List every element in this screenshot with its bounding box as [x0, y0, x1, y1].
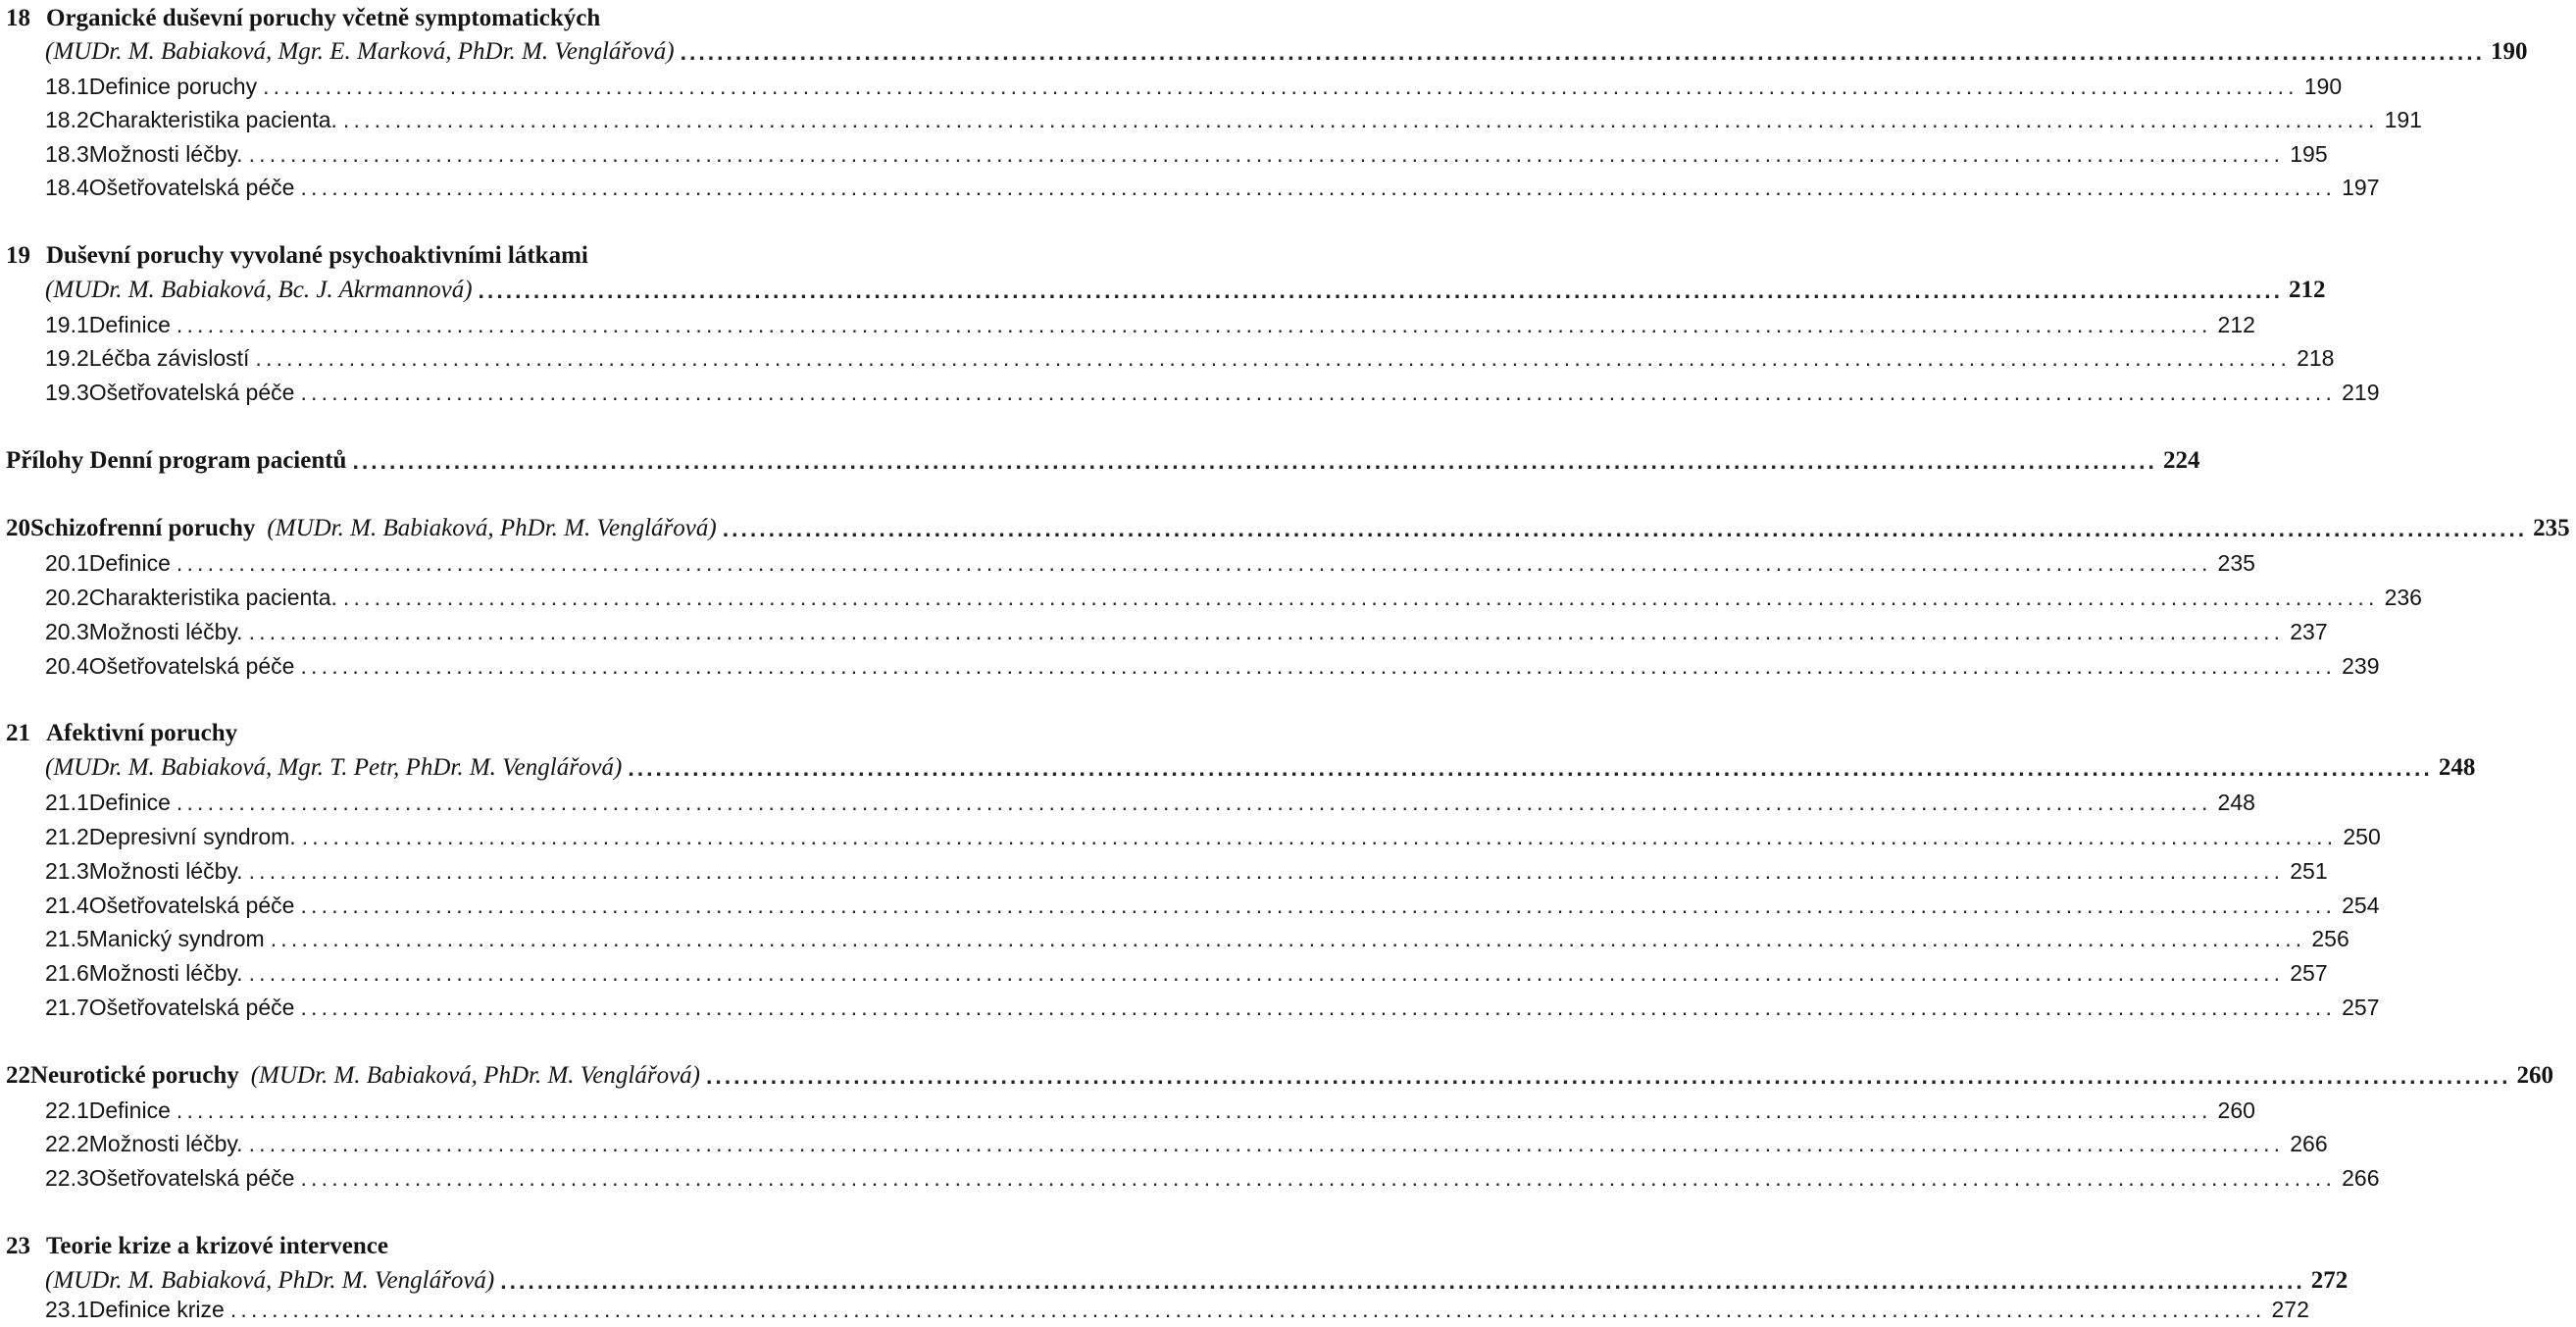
toc-entry-section[interactable] — [0, 581, 2422, 614]
section-number: 23.1 — [45, 1297, 89, 1322]
section-number: 20.3 — [45, 619, 89, 644]
section-number: 18.2 — [45, 107, 89, 132]
chapter-title: Neurotické poruchy — [30, 1062, 239, 1089]
page-number: 257 — [2342, 995, 2380, 1020]
section-number: 21.5 — [45, 926, 89, 951]
section-title: Možnosti léčby. — [88, 141, 243, 167]
chapter-heading — [0, 1230, 941, 1263]
page-number: 248 — [2217, 790, 2255, 815]
dot-leader — [300, 991, 2336, 1024]
page-number: 248 — [2438, 754, 2476, 781]
page-number: 260 — [2217, 1097, 2255, 1123]
section-title: Manický syndrom — [88, 926, 265, 951]
dot-leader — [255, 341, 2291, 375]
section-title: Možnosti léčby. — [88, 960, 243, 986]
chapter-authors: (MUDr. M. Babiaková, Bc. J. Akrmannová) — [45, 277, 473, 303]
section-title: Ošetřovatelská péče — [88, 175, 295, 200]
toc-entry-section[interactable] — [0, 376, 2380, 409]
section-number: 20.2 — [45, 585, 89, 610]
dot-leader — [230, 1293, 2266, 1326]
page-number: 257 — [2290, 960, 2328, 986]
dot-leader — [302, 820, 2338, 853]
toc-entry-section[interactable] — [0, 1094, 2255, 1127]
page-number: 239 — [2342, 653, 2380, 679]
page-number: 212 — [2217, 312, 2255, 337]
dot-leader — [249, 854, 2285, 888]
chapter-number: 21 — [6, 720, 30, 746]
chapter-title: Afektivní poruchy — [46, 720, 238, 746]
chapter-authors: (MUDr. M. Babiaková, PhDr. M. Venglářová) — [267, 515, 717, 541]
section-title: Možnosti léčby. — [88, 1131, 243, 1156]
section-title: Definice — [88, 312, 171, 337]
chapter-number: 18 — [6, 5, 30, 31]
chapter-number: 22 — [6, 1062, 30, 1089]
toc-entry-section[interactable] — [0, 649, 2380, 683]
toc-entry-section[interactable] — [0, 820, 2381, 853]
section-number: 19.2 — [45, 345, 89, 371]
toc-entry-section[interactable] — [0, 1293, 2309, 1326]
page-number: 195 — [2290, 141, 2328, 167]
section-title: Možnosti léčby. — [88, 858, 243, 884]
section-title: Definice — [88, 790, 171, 815]
chapter-number: 19 — [6, 242, 30, 269]
dot-leader — [177, 1094, 2212, 1127]
page-number: 272 — [2310, 1267, 2349, 1294]
section-number: 22.3 — [45, 1165, 89, 1191]
page-number: 251 — [2290, 858, 2328, 884]
section-title: Charakteristika pacienta. — [88, 585, 337, 610]
section-number: 19.3 — [45, 380, 89, 405]
chapter-authors: (MUDr. M. Babiaková, PhDr. M. Venglářová) — [45, 1267, 495, 1294]
section-title: Ošetřovatelská péče — [88, 995, 295, 1020]
dot-leader — [343, 581, 2379, 614]
page-number: 190 — [2491, 38, 2528, 65]
chapter-heading — [0, 717, 941, 750]
page-number: 272 — [2271, 1297, 2309, 1322]
toc-entry-chapter[interactable] — [0, 35, 2528, 69]
page-number: 190 — [2303, 74, 2343, 99]
toc-entry-section[interactable] — [0, 70, 2343, 103]
page-number: 250 — [2343, 824, 2381, 849]
dot-leader — [271, 922, 2306, 955]
dot-leader — [249, 615, 2285, 648]
toc-entry-chapter[interactable] — [0, 512, 2570, 545]
dot-leader — [249, 137, 2285, 171]
section-number: 21.7 — [45, 995, 89, 1020]
dot-leader — [479, 274, 2283, 307]
dot-leader — [352, 444, 2156, 478]
dot-leader — [300, 376, 2336, 409]
toc-entry-section[interactable] — [0, 341, 2335, 375]
dot-leader — [263, 70, 2298, 103]
section-number: 21.6 — [45, 960, 89, 986]
dot-leader — [706, 1059, 2510, 1093]
page-number: 235 — [2217, 550, 2255, 576]
toc-entry-appendix[interactable] — [0, 444, 2200, 478]
page-number: 256 — [2311, 926, 2349, 951]
page-number: 254 — [2342, 893, 2380, 918]
dot-leader — [249, 1127, 2285, 1160]
section-title: Ošetřovatelská péče — [88, 653, 295, 679]
section-number: 22.2 — [45, 1131, 89, 1156]
section-title: Ošetřovatelská péče — [88, 380, 295, 405]
section-title: Definice poruchy — [88, 74, 258, 99]
chapter-number: 20 — [6, 515, 30, 541]
section-number: 21.1 — [45, 790, 89, 815]
page-number: 237 — [2290, 619, 2328, 644]
chapter-title: Organické duševní poruchy včetně symptomatických — [46, 5, 601, 31]
toc-entry-section[interactable] — [0, 546, 2255, 580]
toc-entry-section[interactable] — [0, 103, 2422, 136]
toc-entry-section[interactable] — [0, 956, 2328, 990]
toc-entry-chapter[interactable] — [0, 1059, 2553, 1093]
chapter-heading — [0, 2, 941, 35]
section-number: 22.1 — [45, 1097, 89, 1123]
section-title: Možnosti léčby. — [88, 619, 243, 644]
chapter-title: Duševní poruchy vyvolané psychoaktivními látkami — [46, 242, 588, 269]
page-number: 191 — [2384, 107, 2422, 132]
section-title: Definice krize — [88, 1297, 225, 1322]
toc-entry-section[interactable] — [0, 922, 2349, 955]
section-number: 20.4 — [45, 653, 89, 679]
section-title: Depresivní syndrom. — [88, 824, 296, 849]
chapter-number: 23 — [6, 1233, 30, 1259]
toc-entry-section[interactable] — [0, 1127, 2328, 1160]
section-number: 18.4 — [45, 175, 89, 200]
chapter-authors: (MUDr. M. Babiaková, PhDr. M. Venglářová) — [250, 1062, 700, 1089]
toc-entry-section[interactable] — [0, 889, 2380, 922]
toc-entry-section[interactable] — [0, 991, 2380, 1024]
toc-entry-chapter[interactable] — [0, 751, 2476, 785]
toc-entry-section[interactable] — [0, 308, 2255, 341]
section-number: 18.1 — [45, 74, 89, 99]
section-title: Ošetřovatelská péče — [88, 893, 295, 918]
chapter-authors: (MUDr. M. Babiaková, Mgr. T. Petr, PhDr. M. Venglářová) — [45, 754, 623, 781]
dot-leader — [177, 546, 2212, 580]
toc-entry-section[interactable] — [0, 171, 2380, 204]
appendix-title: Přílohy Denní program pacientů — [6, 447, 347, 474]
section-number: 21.3 — [45, 858, 89, 884]
page-number: 266 — [2290, 1131, 2328, 1156]
chapter-heading — [0, 239, 941, 273]
page-number: 218 — [2297, 345, 2335, 371]
page-number: 236 — [2384, 585, 2422, 610]
page-number: 235 — [2533, 515, 2570, 541]
page-number: 266 — [2342, 1165, 2380, 1191]
toc-entry-section[interactable] — [0, 854, 2328, 888]
toc-entry-section[interactable] — [0, 137, 2328, 171]
chapter-title: Teorie krize a krizové intervence — [46, 1233, 388, 1259]
section-title: Léčba závislostí — [88, 345, 250, 371]
dot-leader — [723, 512, 2527, 545]
section-title: Charakteristika pacienta. — [88, 107, 337, 132]
dot-leader — [343, 103, 2379, 136]
page-number: 224 — [2162, 447, 2200, 474]
section-number: 18.3 — [45, 141, 89, 167]
toc-entry-section[interactable] — [0, 615, 2328, 648]
section-title: Ošetřovatelská péče — [88, 1165, 295, 1191]
dot-leader — [300, 171, 2336, 204]
section-number: 21.4 — [45, 893, 89, 918]
toc-entry-chapter[interactable] — [0, 274, 2326, 307]
page-number: 260 — [2516, 1062, 2553, 1089]
section-number: 21.2 — [45, 824, 89, 849]
section-number: 20.1 — [45, 550, 89, 576]
dot-leader — [300, 649, 2336, 683]
chapter-title: Schizofrenní poruchy — [30, 515, 256, 541]
dot-leader — [628, 751, 2432, 785]
chapter-authors: (MUDr. M. Babiaková, Mgr. E. Marková, PhDr. M. Venglářová) — [45, 38, 675, 65]
toc-entry-section[interactable] — [0, 1161, 2380, 1195]
dot-leader — [300, 1161, 2336, 1195]
dot-leader — [249, 956, 2285, 990]
page-number: 212 — [2289, 277, 2326, 303]
dot-leader — [300, 889, 2336, 922]
dot-leader — [681, 35, 2485, 69]
page-number: 197 — [2342, 175, 2380, 200]
dot-leader — [177, 786, 2212, 819]
section-number: 19.1 — [45, 312, 89, 337]
toc-entry-section[interactable] — [0, 786, 2255, 819]
page-number: 219 — [2342, 380, 2380, 405]
section-title: Definice — [88, 550, 171, 576]
dot-leader — [177, 308, 2212, 341]
section-title: Definice — [88, 1097, 171, 1123]
